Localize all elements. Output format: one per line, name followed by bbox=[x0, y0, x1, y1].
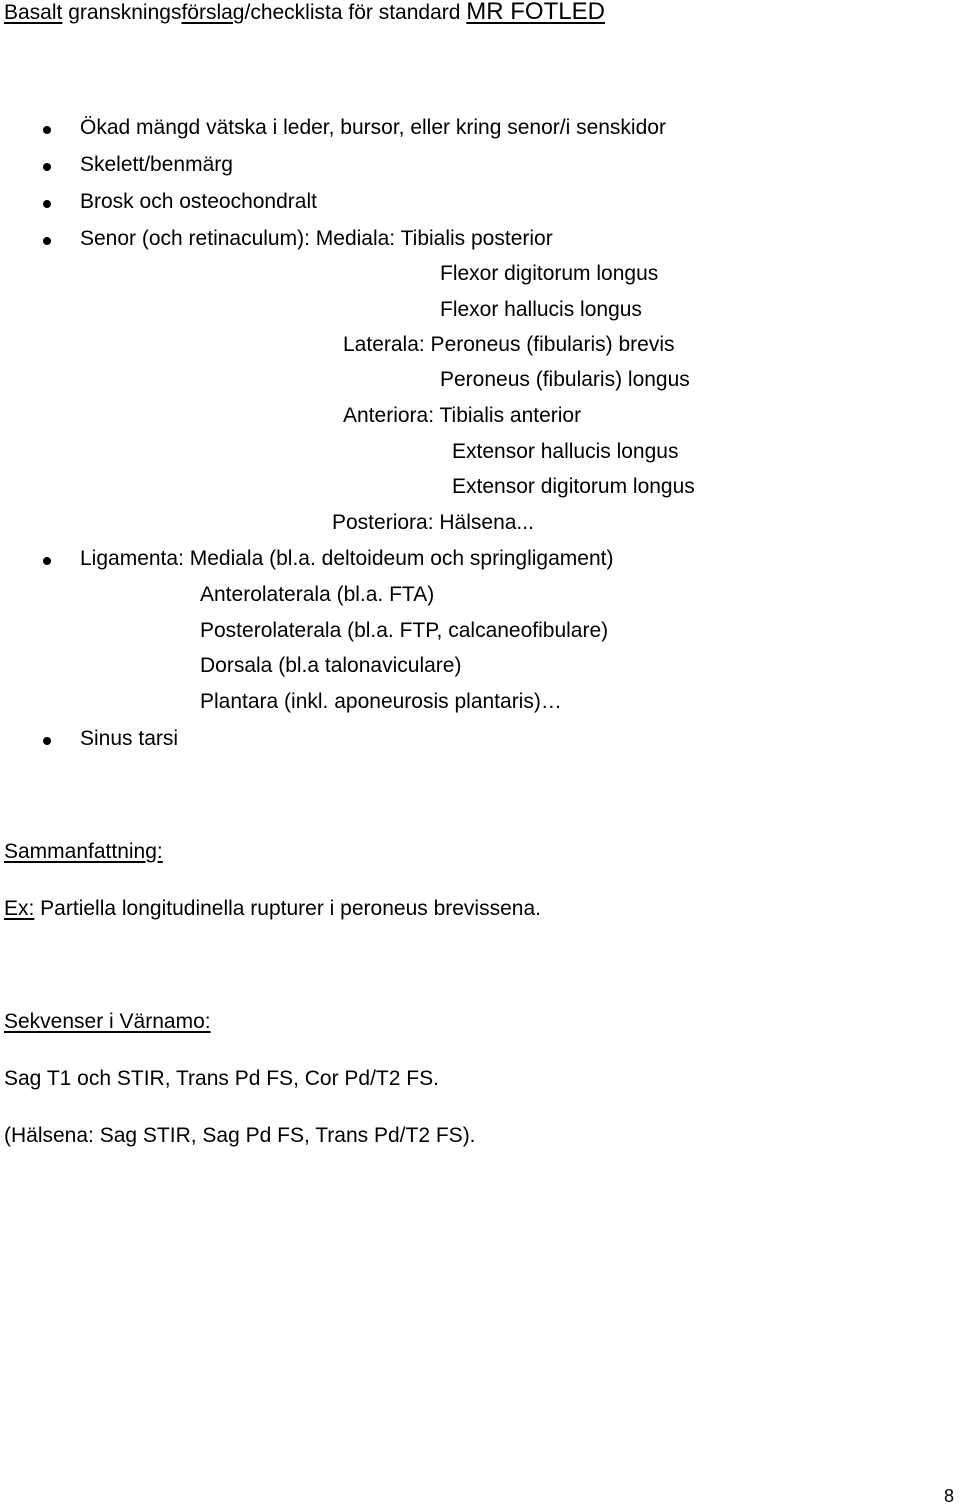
checklist-subitem: Extensor digitorum longus bbox=[452, 475, 695, 498]
checklist-subitem: Flexor hallucis longus bbox=[440, 298, 642, 321]
checklist-item: Skelett/benmärg bbox=[80, 153, 233, 176]
checklist-subitem: Anteriora: Tibialis anterior bbox=[343, 404, 582, 427]
checklist-subitem: Posteriora: Hälsena... bbox=[332, 511, 534, 534]
checklist-subitem: Flexor digitorum longus bbox=[440, 262, 659, 285]
title-gransknings: gransknings bbox=[62, 1, 182, 24]
checklist-subitem: Laterala: Peroneus (fibularis) brevis bbox=[343, 333, 675, 356]
bullet-icon bbox=[43, 200, 51, 208]
summary-example-text: Partiella longitudinella rupturer i peroneus brevissena. bbox=[34, 897, 541, 920]
title-basalt: Basalt bbox=[4, 1, 63, 24]
checklist-subitem: Extensor hallucis longus bbox=[452, 440, 679, 463]
bullet-icon bbox=[43, 557, 51, 565]
checklist-item: Ökad mängd vätska i leder, bursor, eller kring senor/i senskidor bbox=[80, 116, 666, 139]
checklist-item: Ligamenta: Mediala (bl.a. deltoideum och springligament) bbox=[80, 547, 614, 570]
checklist-subitem: Peroneus (fibularis) longus bbox=[440, 368, 690, 391]
title-checklista: /checklista för standard bbox=[244, 1, 467, 24]
checklist-item: Senor (och retinaculum): Mediala: Tibialis posterior bbox=[80, 227, 553, 250]
checklist-subitem: Dorsala (bl.a talonaviculare) bbox=[200, 654, 462, 677]
bullet-icon bbox=[43, 237, 51, 245]
checklist-subitem: Plantara (inkl. aponeurosis plantaris)… bbox=[200, 690, 562, 713]
checklist-subitem: Posterolaterala (bl.a. FTP, calcaneofibulare) bbox=[200, 619, 609, 642]
summary-example bbox=[4, 898, 541, 919]
bullet-icon bbox=[43, 163, 51, 171]
sequences-line: Sag T1 och STIR, Trans Pd FS, Cor Pd/T2 FS. bbox=[4, 1067, 439, 1090]
title-forslag: förslag bbox=[181, 1, 245, 24]
page-number: 8 bbox=[944, 1486, 955, 1506]
checklist-item: Brosk och osteochondralt bbox=[80, 190, 317, 213]
sequences-heading: Sekvenser i Värnamo: bbox=[4, 1010, 211, 1033]
document-title bbox=[4, 0, 605, 24]
sequences-line: (Hälsena: Sag STIR, Sag Pd FS, Trans Pd/T2 FS). bbox=[4, 1124, 476, 1147]
bullet-icon bbox=[43, 126, 51, 134]
title-mr-fotled: MR FOTLED bbox=[466, 0, 605, 25]
checklist-item: Sinus tarsi bbox=[80, 727, 179, 750]
bullet-icon bbox=[43, 737, 51, 745]
summary-heading: Sammanfattning: bbox=[4, 840, 163, 863]
checklist-subitem: Anterolaterala (bl.a. FTA) bbox=[200, 583, 435, 606]
summary-example-label: Ex: bbox=[4, 897, 35, 920]
